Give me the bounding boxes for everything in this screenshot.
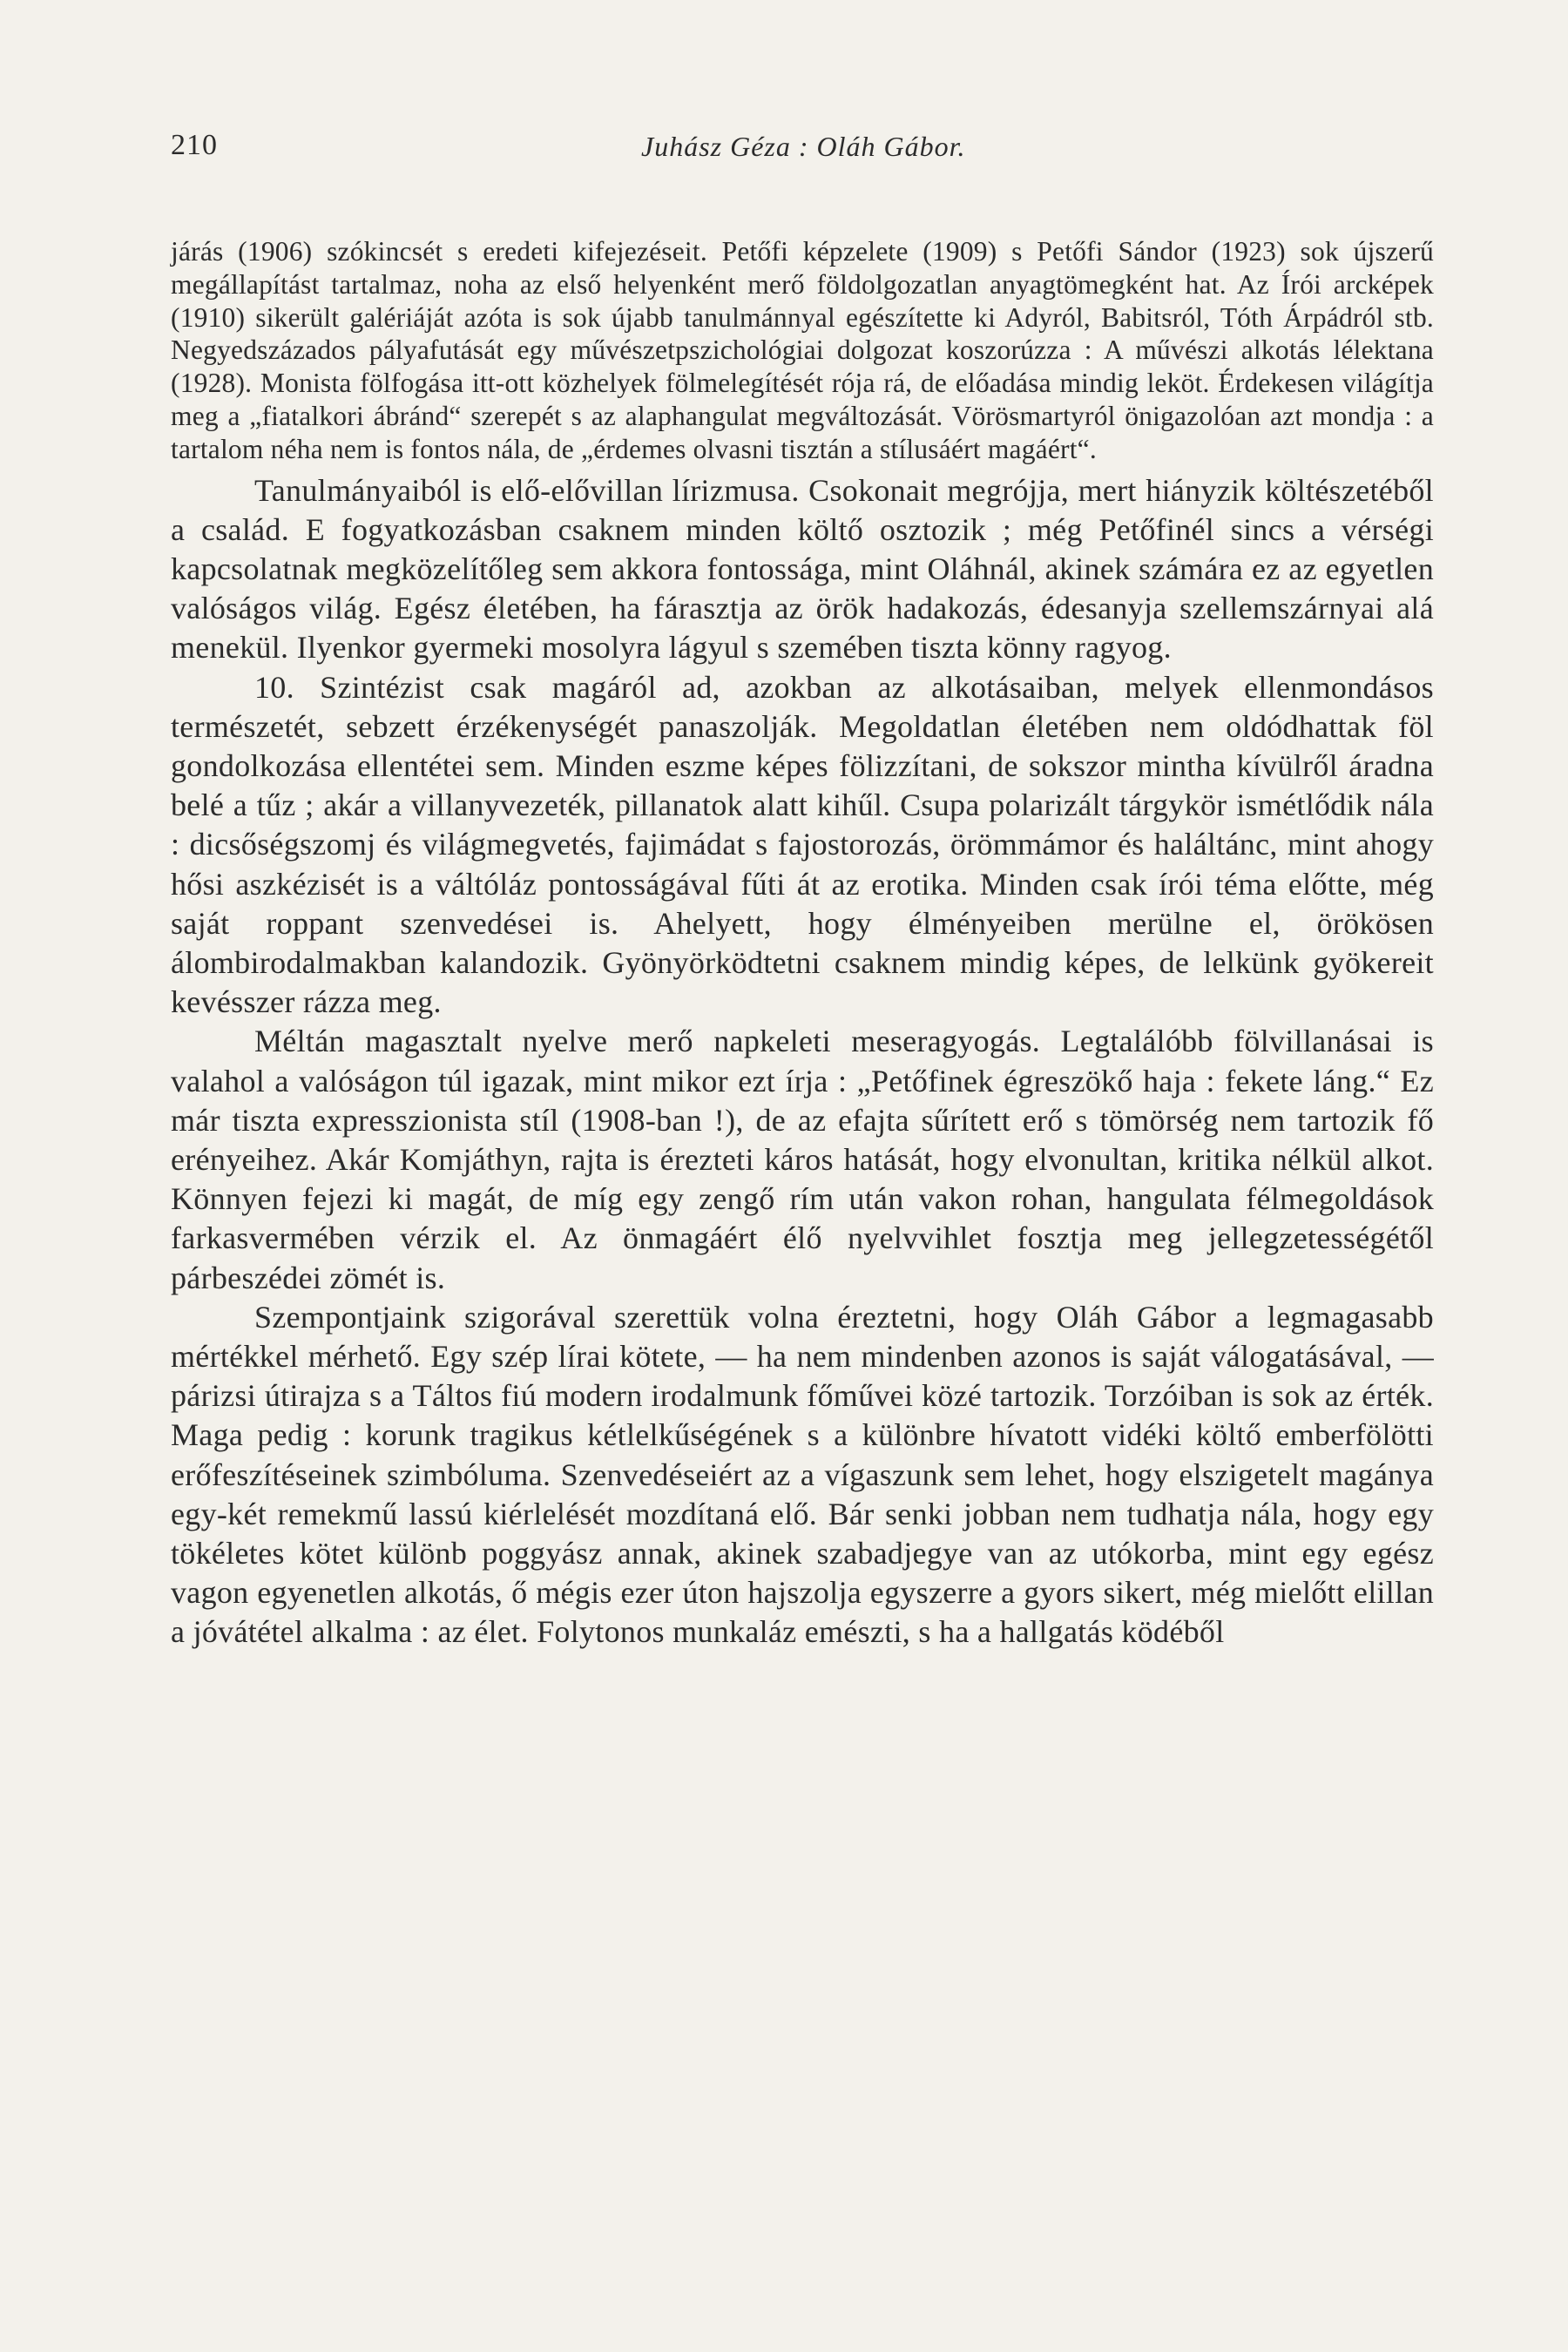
body-paragraph: Méltán magasztalt nyelve merő napkeleti meseragyogás. Legtalálóbb fölvillanásai is valahol a valóságon túl igazak, mint mikor ezt írja : „Petőfinek égreszökő haja : fekete láng.“ Ez már tiszta expresszionista stíl (1908-ban !), de az efajta sűrített erő s tömörség nem tartozik fő erényeihez. Akár Komjáthyn, rajta is érezteti káros hatását, hogy elvonultan, kritika nélkül alkot. Könnyen fejezi ki magát, de míg egy zengő rím után vakon rohan, hangulata félmegoldások farkasvermében vérzik el. Az önmagáért élő nyelvvihlet fosztja meg jellegzetességétől párbeszédei zömét is.	[171, 1024, 1434, 1295]
small-print-paragraph: járás (1906) szókincsét s eredeti kifejezéseit. Petőfi képzelete (1909) s Petőfi Sándor (1923) sok újszerű megállapítást tartalmaz, noha az első helyenként merő földolgozatlan anyagtömegként hat. Az Írói arcképek (1910) sikerült galériáját azóta is sok újabb tanulmánnyal egészítette ki Adyról, Babitsról, Tóth Árpádról stb. Negyedszázados pályafutását egy művészetpszichológiai dolgozat koszorúzza : A művészi alkotás lélektana (1928). Monista fölfogása itt-ott közhelyek fölmelegítését rója rá, de előadása mindig leköt. Érdekesen világítja meg a „fiatalkori ábránd“ szerepét s az alaphangulat megváltozását. Vörösmartyról önigazolóan azt mondja : a tartalom néha nem is fontos nála, de „érdemes olvasni tisztán a stílusáért magáért“.	[171, 236, 1434, 464]
page-header	[171, 129, 1443, 172]
body-text	[171, 471, 1434, 1652]
body-paragraph: 10. Szintézist csak magáról ad, azokban az alkotásaiban, melyek ellenmondásos természetét, sebzett érzékenységét panaszolják. Megoldatlan életében nem oldódhattak föl gondolkozása ellentétei sem. Minden eszme képes fölizzítani, de sokszor mintha kívülről áradna belé a tűz ; akár a villanyvezeték, pillanatok alatt kihűl. Csupa polarizált tárgykör ismétlődik nála : dicsőségszomj és világmegvetés, fajimádat s fajostorozás, örömmámor és haláltánc, mint ahogy hősi aszkézisét is a váltóláz pontosságával fűti át az erotika. Minden csak írói téma előtte, még saját roppant szenvedései is. Ahelyett, hogy élményeiben merülne el, örökösen álombirodalmakban kalandozik. Gyönyörködtetni csaknem mindig képes, de lelkünk gyökereit kevésszer rázza meg.	[171, 669, 1434, 1020]
page-number: 210	[171, 129, 218, 161]
body-paragraph: Tanulmányaiból is elő-elővillan lírizmusa. Csokonait megrójja, mert hiányzik költészetéből a család. E fogyatkozásban csaknem minden költő osztozik ; még Petőfinél sincs a vérségi kapcsolatnak megközelítőleg sem akkora fontossága, mint Oláhnál, akinek számára ez az egyetlen valóságos világ. Egész életében, ha fárasztja az örök hadakozás, édesanyja szellemszárnyai alá menekül. Ilyenkor gyermeki mosolyra lágyul s szemében tiszta könny ragyog.	[171, 472, 1434, 666]
page-content	[171, 235, 1434, 1652]
body-paragraph: Szempontjaink szigorával szerettük volna éreztetni, hogy Oláh Gábor a legmagasabb mértékkel mérhető. Egy szép lírai kötete, — ha nem mindenben azonos is saját válogatásával, — párizsi útirajza s a Táltos fiú modern irodalmunk főművei közé tartozik. Torzóiban is sok az érték. Maga pedig : korunk tragikus kétlelkűségének s a különbre hívatott vidéki költő emberfölötti erőfeszítéseinek szimbóluma. Szenvedéseiért az a vígaszunk sem lehet, hogy elszigetelt magánya egy-két remekmű lassú kiérlelését mozdítaná elő. Bár senki jobban nem tudhatja nála, hogy egy tökéletes kötet különb poggyász annak, akinek szabadjegye van az utókorba, mint egy egész vagon egyenetlen alkotás, ő mégis ezer úton hajszolja egyszerre a gyors sikert, még mielőtt elillan a jóvátétel alkalma : az élet. Folytonos munkaláz emészti, s ha a hallgatás ködéből	[171, 1299, 1434, 1650]
running-title: Juhász Géza : Oláh Gábor.	[641, 131, 966, 162]
